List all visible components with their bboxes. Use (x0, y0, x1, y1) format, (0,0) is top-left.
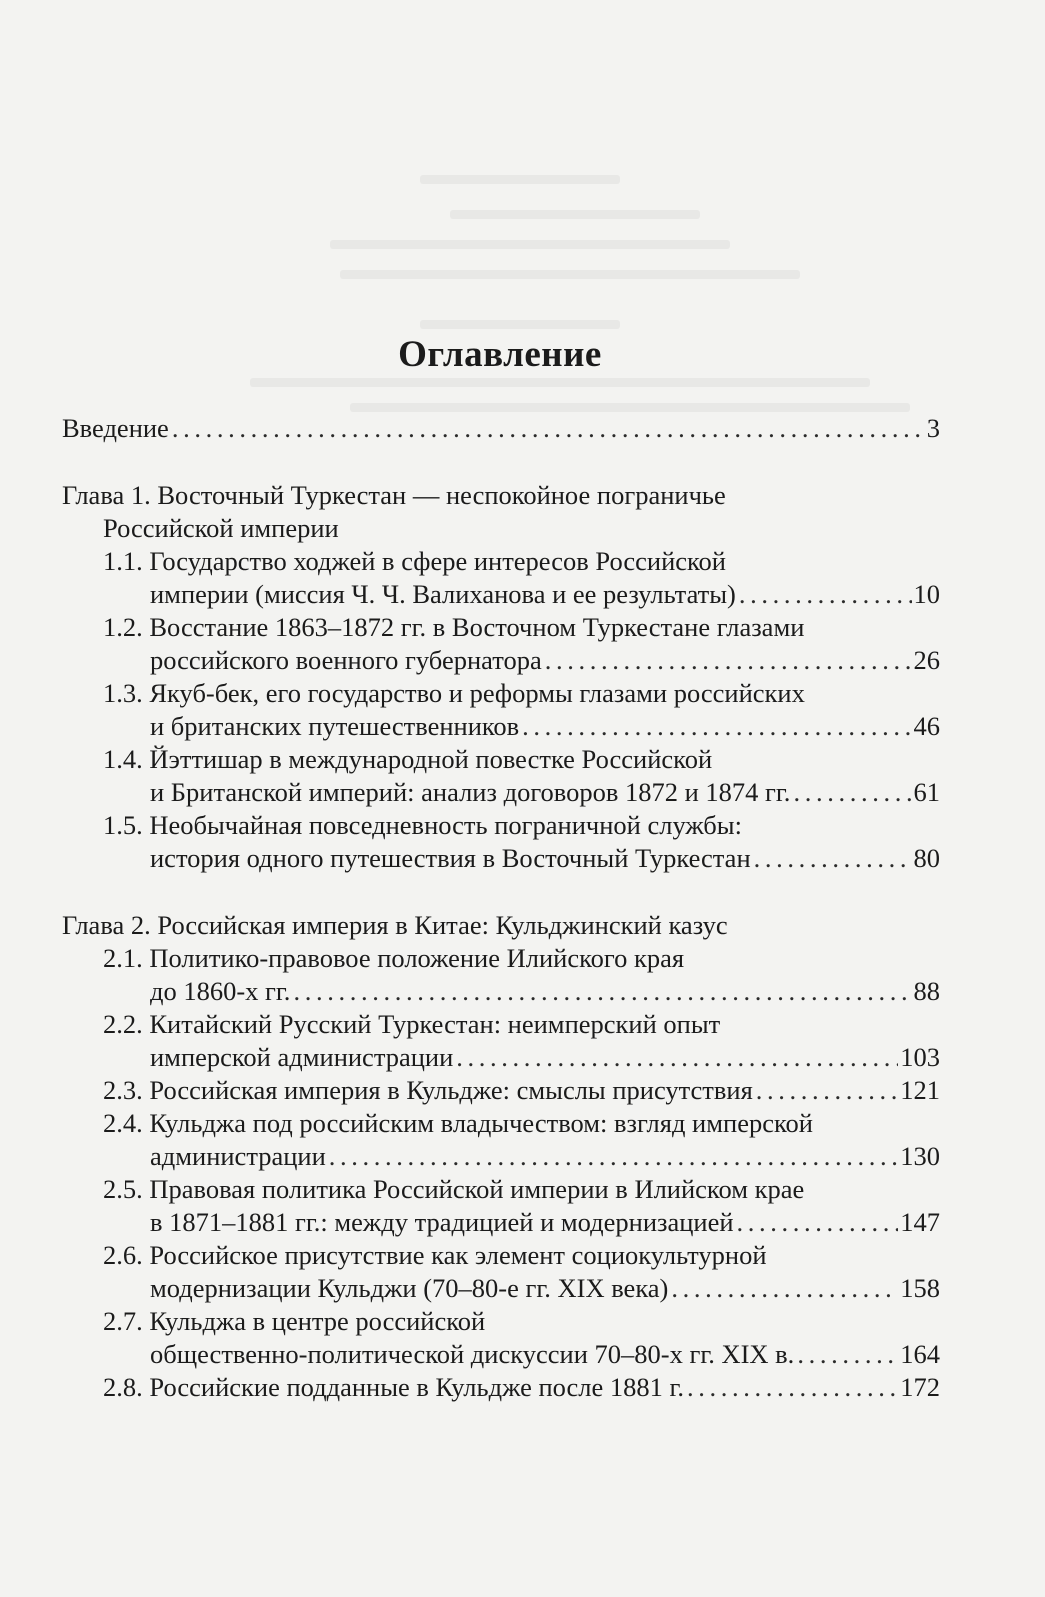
toc-section-title[interactable]: 1.1. Государство ходжей в сфере интересов Российской (103, 546, 726, 576)
toc-section-title[interactable]: 1.3. Якуб-бек, его государство и реформы глазами российских (103, 678, 805, 708)
toc-section-entry[interactable] (62, 1140, 940, 1173)
dot-leader (172, 412, 925, 445)
toc-section-continuation: история одного путешествия в Восточный Туркестан (150, 843, 751, 873)
toc-section-entry[interactable] (62, 1338, 940, 1371)
toc-section-title[interactable]: 2.4. Кульджа под российским владычеством: взгляд имперской (103, 1108, 813, 1138)
toc-entry-introduction[interactable] (62, 412, 940, 445)
show-through-mark (250, 378, 870, 387)
dot-leader (687, 1371, 898, 1404)
toc-page-number: 88 (913, 976, 940, 1006)
chapter-heading-continuation: Российской империи (103, 513, 339, 543)
dot-leader (293, 975, 911, 1008)
dot-leader (739, 578, 912, 611)
show-through-mark (350, 403, 910, 412)
chapter-heading[interactable]: Глава 1. Восточный Туркестан — неспокойное пограничье (62, 480, 726, 510)
toc-section-continuation: империи (миссия Ч. Ч. Валиханова и ее результаты) (150, 579, 736, 609)
toc-section-entry[interactable] (62, 1371, 940, 1404)
show-through-mark (330, 240, 730, 249)
dot-leader (754, 842, 912, 875)
toc-page-number: 147 (900, 1207, 940, 1237)
dot-leader (756, 1074, 898, 1107)
toc-page-number: 164 (900, 1339, 940, 1369)
toc-section-entry[interactable] (62, 1074, 940, 1107)
toc-entry-label: Введение (62, 413, 169, 443)
show-through-mark (340, 270, 800, 279)
toc-page-number: 46 (913, 711, 940, 741)
toc-page-number: 61 (913, 777, 940, 807)
toc-section-continuation: и британских путешественников (150, 711, 520, 741)
dot-leader (797, 1338, 898, 1371)
toc-section-title[interactable]: 1.2. Восстание 1863–1872 гг. в Восточном Туркестане глазами (103, 612, 805, 642)
toc-section-entry[interactable] (62, 1272, 940, 1305)
toc-section-continuation: в 1871–1881 гг.: между традицией и модернизацией (150, 1207, 734, 1237)
toc-section-entry[interactable] (62, 842, 940, 875)
toc-page-number: 172 (900, 1372, 940, 1402)
toc-section-entry[interactable] (62, 710, 940, 743)
toc-section-title[interactable]: 1.4. Йэттишар в международной повестке Российской (103, 744, 713, 774)
toc-section-entry[interactable] (62, 1041, 940, 1074)
toc-section-title: 2.3. Российская империя в Кульдже: смыслы присутствия (103, 1075, 753, 1105)
show-through-mark (420, 320, 620, 329)
toc-section-title[interactable]: 2.1. Политико-правовое положение Илийского края (103, 943, 685, 973)
toc-section-title[interactable]: 1.5. Необычайная повседневность пограничной службы: (103, 810, 742, 840)
table-of-contents (62, 412, 940, 1404)
toc-section-entry[interactable] (62, 776, 940, 809)
toc-section-title: 2.8. Российские подданные в Кульдже после 1881 г. (103, 1372, 685, 1402)
toc-page-number: 10 (913, 579, 940, 609)
dot-leader (671, 1272, 898, 1305)
toc-section-title[interactable]: 2.5. Правовая политика Российской империи в Илийском крае (103, 1174, 805, 1204)
dot-leader (545, 644, 912, 677)
toc-page-number: 103 (900, 1042, 940, 1072)
dot-leader (456, 1041, 898, 1074)
toc-section-continuation: до 1860-х гг. (150, 976, 291, 1006)
toc-page-number: 121 (900, 1075, 940, 1105)
toc-section-entry[interactable] (62, 644, 940, 677)
toc-page-number: 3 (926, 413, 940, 443)
toc-section-continuation: общественно-политической дискуссии 70–80-х гг. XIX в. (150, 1339, 795, 1369)
dot-leader (793, 776, 911, 809)
toc-section-continuation: имперской администрации (150, 1042, 454, 1072)
show-through-mark (420, 175, 620, 184)
toc-section-title[interactable]: 2.2. Китайский Русский Туркестан: неимперский опыт (103, 1009, 721, 1039)
toc-section-continuation: и Британской империй: анализ договоров 1872 и 1874 гг. (150, 777, 791, 807)
toc-page-number: 26 (913, 645, 940, 675)
toc-section-entry[interactable] (62, 975, 940, 1008)
toc-section-continuation: модернизации Кульджи (70–80-е гг. XIX века) (150, 1273, 669, 1303)
toc-page-number: 158 (900, 1273, 940, 1303)
toc-section-title[interactable]: 2.7. Кульджа в центре российской (103, 1306, 486, 1336)
toc-section-continuation: администрации (150, 1141, 326, 1171)
page-title: Оглавление (398, 334, 602, 375)
toc-section-entry[interactable] (62, 578, 940, 611)
toc-page-number: 80 (913, 843, 940, 873)
chapter-heading[interactable]: Глава 2. Российская империя в Китае: Кульджинский казус (62, 910, 728, 940)
toc-section-title[interactable]: 2.6. Российское присутствие как элемент социокультурной (103, 1240, 767, 1270)
dot-leader (329, 1140, 898, 1173)
show-through-mark (450, 210, 700, 219)
dot-leader (522, 710, 911, 743)
dot-leader (737, 1206, 899, 1239)
toc-section-entry[interactable] (62, 1206, 940, 1239)
toc-page-number: 130 (900, 1141, 940, 1171)
toc-section-continuation: российского военного губернатора (150, 645, 542, 675)
